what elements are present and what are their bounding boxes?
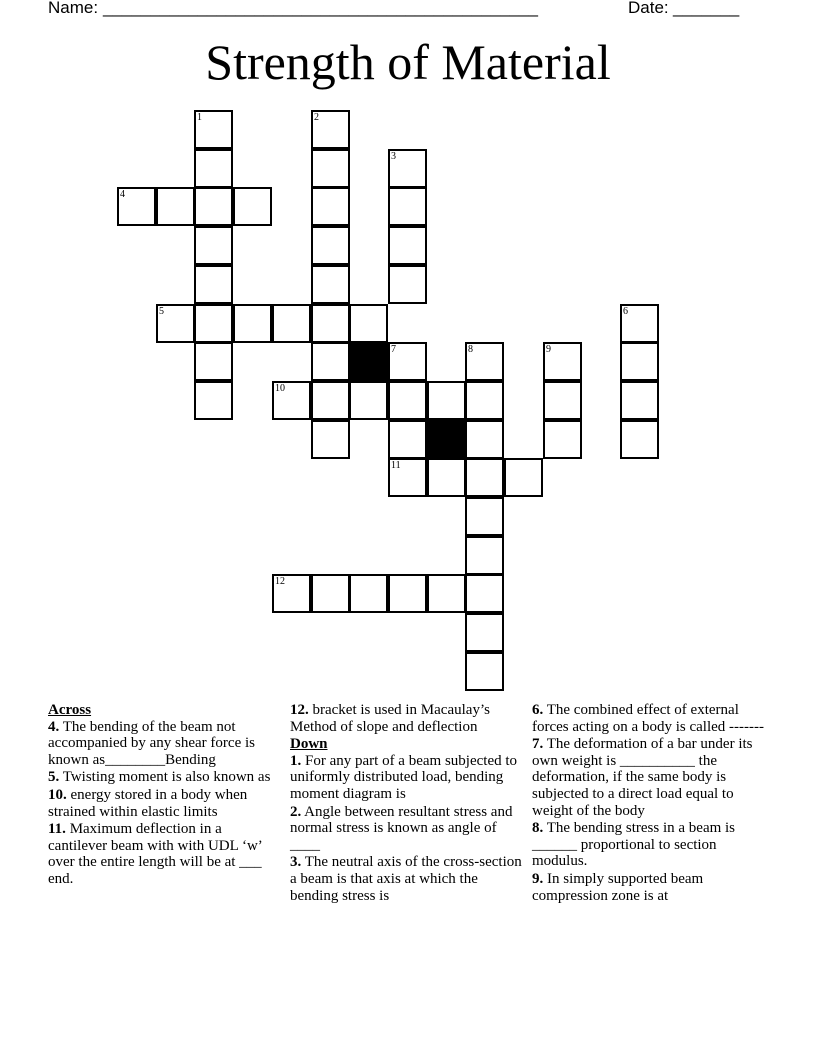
clue-across-11 bbox=[48, 821, 274, 887]
grid-cell[interactable] bbox=[194, 342, 233, 381]
clue-text: The combined effect of external forces acting on a body is called ------- bbox=[532, 702, 764, 735]
grid-cell[interactable] bbox=[311, 226, 350, 265]
clue-down-3 bbox=[290, 854, 525, 904]
grid-cell[interactable] bbox=[194, 187, 233, 226]
grid-cell[interactable] bbox=[311, 342, 350, 381]
grid-cell[interactable] bbox=[272, 304, 311, 343]
grid-cell[interactable] bbox=[543, 381, 582, 420]
grid-cell[interactable] bbox=[620, 420, 659, 459]
clues-column-3 bbox=[532, 702, 767, 905]
down-heading: Down bbox=[290, 736, 328, 753]
grid-cell[interactable] bbox=[543, 420, 582, 459]
grid-cell[interactable] bbox=[620, 381, 659, 420]
grid-cell[interactable] bbox=[465, 652, 504, 691]
clue-text: For any part of a beam subjected to uniformly distributed load, bending moment diagram is bbox=[290, 752, 518, 802]
grid-cell-blocked bbox=[427, 420, 466, 459]
clue-text: In simply supported beam compression zone is at bbox=[532, 870, 704, 904]
cell-number: 11 bbox=[391, 460, 401, 471]
grid-cell[interactable] bbox=[388, 574, 427, 613]
date-field[interactable]: _______ bbox=[673, 0, 740, 17]
grid-cell[interactable] bbox=[311, 187, 350, 226]
puzzle-title: Strength of Material bbox=[205, 34, 611, 90]
clue-text: Twisting moment is also known as bbox=[59, 769, 271, 786]
clue-across-12 bbox=[290, 702, 525, 735]
grid-cell[interactable] bbox=[349, 304, 388, 343]
grid-cell[interactable] bbox=[311, 420, 350, 459]
clue-number: 3. bbox=[290, 854, 302, 871]
grid-cell[interactable] bbox=[311, 149, 350, 188]
cell-number: 5 bbox=[159, 306, 164, 317]
grid-cell[interactable] bbox=[388, 265, 427, 304]
clues-column-2 bbox=[290, 702, 525, 905]
grid-cell[interactable] bbox=[388, 226, 427, 265]
cell-number: 4 bbox=[120, 189, 125, 200]
clue-across-4 bbox=[48, 719, 274, 769]
clue-down-2 bbox=[290, 804, 525, 854]
clue-number: 4. bbox=[48, 718, 60, 735]
grid-cell[interactable] bbox=[620, 342, 659, 381]
grid-cell-blocked bbox=[349, 342, 388, 381]
clue-down-1 bbox=[290, 753, 525, 803]
clue-down-9 bbox=[532, 871, 767, 904]
grid-cell[interactable] bbox=[156, 187, 195, 226]
clue-text: Maximum deflection in a cantilever beam with with UDL ‘w’ over the entire length will be at ___ end. bbox=[48, 821, 262, 887]
clue-number: 9. bbox=[532, 870, 544, 887]
clue-number: 10. bbox=[48, 786, 67, 803]
clue-number: 7. bbox=[532, 736, 544, 753]
name-field[interactable]: ______________________________________________ bbox=[103, 0, 538, 17]
clue-number: 1. bbox=[290, 752, 302, 769]
grid-cell[interactable] bbox=[194, 381, 233, 420]
grid-cell[interactable] bbox=[427, 574, 466, 613]
cell-number: 9 bbox=[546, 344, 551, 355]
cell-number: 1 bbox=[197, 112, 202, 123]
clue-text: The deformation of a bar under its own weight is __________ the deformation, if the same body is subjected to a direct load equal to weight of the body bbox=[532, 736, 753, 819]
clue-number: 8. bbox=[532, 820, 544, 837]
cell-number: 2 bbox=[314, 112, 319, 123]
cell-number: 3 bbox=[391, 151, 396, 162]
grid-cell[interactable] bbox=[427, 458, 466, 497]
grid-cell[interactable] bbox=[233, 187, 272, 226]
clue-text: Angle between resultant stress and normal stress is known as angle of ____ bbox=[290, 803, 513, 853]
clue-text: The bending of the beam not accompanied by any shear force is known as________Bending bbox=[48, 718, 255, 768]
grid-cell[interactable] bbox=[194, 265, 233, 304]
grid-cell[interactable] bbox=[465, 420, 504, 459]
grid-cell[interactable] bbox=[311, 304, 350, 343]
clue-text: The bending stress in a beam is ______ proportional to section modulus. bbox=[532, 820, 736, 870]
grid-cell[interactable] bbox=[194, 304, 233, 343]
clue-down-7 bbox=[532, 736, 767, 819]
name-label: Name: bbox=[48, 0, 99, 17]
cell-number: 10 bbox=[275, 383, 285, 394]
grid-cell[interactable] bbox=[388, 187, 427, 226]
grid-cell[interactable] bbox=[311, 574, 350, 613]
cell-number: 8 bbox=[468, 344, 473, 355]
grid-cell[interactable] bbox=[465, 458, 504, 497]
grid-cell[interactable] bbox=[388, 381, 427, 420]
clue-across-10 bbox=[48, 787, 274, 820]
clue-number: 5. bbox=[48, 769, 60, 786]
clue-text: bracket is used in Macaulay’s Method of slope and deflection bbox=[290, 702, 490, 735]
cell-number: 7 bbox=[391, 344, 396, 355]
grid-cell[interactable] bbox=[233, 304, 272, 343]
grid-cell[interactable] bbox=[427, 381, 466, 420]
grid-cell[interactable] bbox=[311, 265, 350, 304]
cell-number: 12 bbox=[275, 576, 285, 587]
grid-cell[interactable] bbox=[349, 574, 388, 613]
cell-number: 6 bbox=[623, 306, 628, 317]
clue-across-5 bbox=[48, 769, 274, 786]
grid-cell[interactable] bbox=[194, 226, 233, 265]
clue-down-6 bbox=[532, 702, 767, 735]
grid-cell[interactable] bbox=[465, 497, 504, 536]
across-heading: Across bbox=[48, 702, 92, 718]
grid-cell[interactable] bbox=[194, 149, 233, 188]
grid-cell[interactable] bbox=[465, 613, 504, 652]
date-label: Date: bbox=[628, 0, 669, 17]
clue-number: 12. bbox=[290, 702, 309, 718]
grid-cell[interactable] bbox=[388, 420, 427, 459]
grid-cell[interactable] bbox=[349, 381, 388, 420]
clue-number: 2. bbox=[290, 803, 302, 820]
grid-cell[interactable] bbox=[465, 381, 504, 420]
clues-column-1 bbox=[48, 702, 274, 889]
clue-text: energy stored in a body when strained within elastic limits bbox=[48, 786, 248, 820]
clue-down-8 bbox=[532, 820, 767, 870]
clue-number: 11. bbox=[48, 821, 66, 838]
grid-cell[interactable] bbox=[504, 458, 543, 497]
grid-cell[interactable] bbox=[311, 381, 350, 420]
grid-cell[interactable] bbox=[465, 574, 504, 613]
clue-number: 6. bbox=[532, 702, 544, 718]
grid-cell[interactable] bbox=[465, 536, 504, 575]
clue-text: The neutral axis of the cross-section a beam is that axis at which the bending stress is bbox=[290, 854, 522, 904]
